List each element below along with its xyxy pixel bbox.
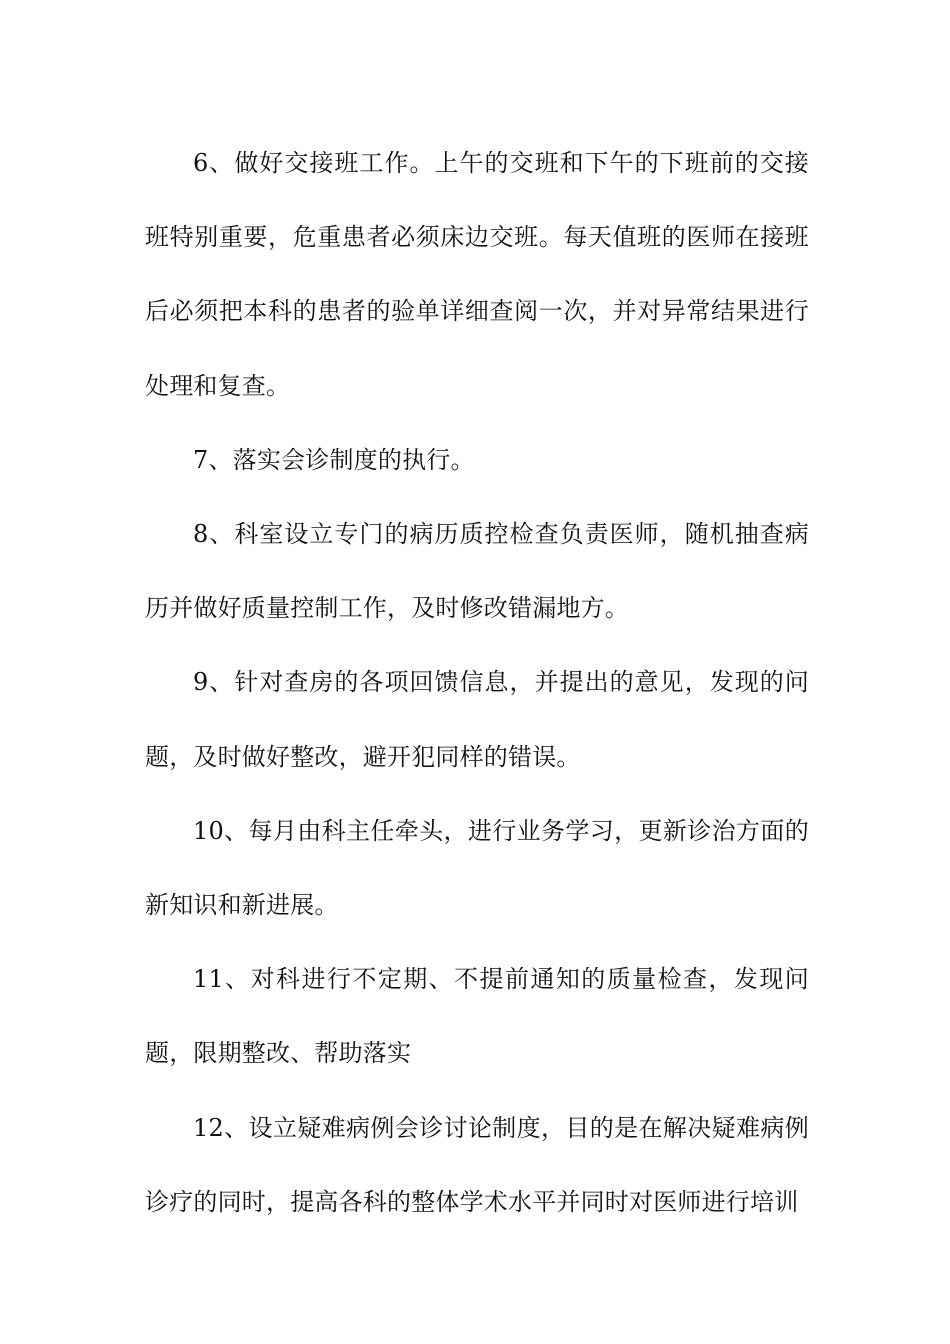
paragraph-item-7: 7、落实会诊制度的执行。 <box>193 445 475 474</box>
paragraph-item-12: 12、设立疑难病例会诊讨论制度，目的是在解决疑难病例诊疗的同时，提高各科的整体学术水平并同时对医师进行培训 <box>145 1113 809 1216</box>
paragraph-item-9: 9、针对查房的各项回馈信息，并提出的意见，发现的问题，及时做好整改，避开犯同样的错误。 <box>145 668 809 771</box>
paragraph-item-6: 6、做好交接班工作。上午的交班和下午的下班前的交接班特别重要，危重患者必须床边交班。每天值班的医师在接班后必须把本科的患者的验单详细查阅一次，并对异常结果进行处理和复查。 <box>145 149 809 400</box>
paragraph-item-11: 11、对科进行不定期、不提前通知的质量检查，发现问题，限期整改、帮助落实 <box>145 965 809 1068</box>
paragraph-item-10: 10、每月由科主任牵头，进行业务学习，更新诊治方面的新知识和新进展。 <box>145 816 809 920</box>
paragraph-item-8: 8、科室设立专门的病历质控检查负责医师，随机抽查病历并做好质量控制工作，及时修改错漏地方。 <box>145 520 809 623</box>
document-body <box>145 126 809 1239</box>
